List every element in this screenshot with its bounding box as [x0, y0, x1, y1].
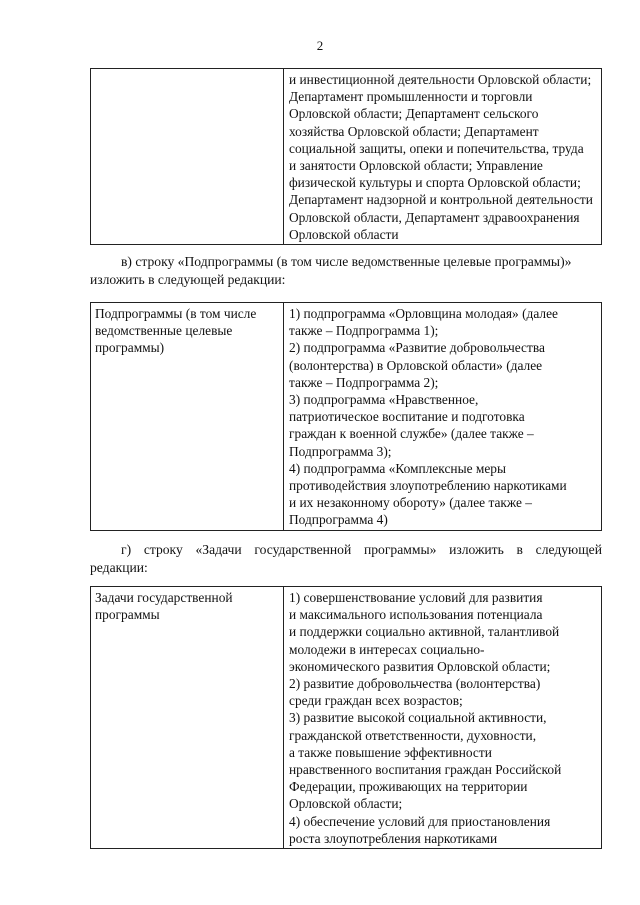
- cell-line: противодействия злоупотреблению наркотиками: [289, 478, 567, 494]
- cell-line: молодежи в интересах социально-: [289, 641, 485, 657]
- table-tasks: [90, 586, 602, 849]
- cell-line: также – Подпрограмма 1);: [289, 323, 439, 339]
- paragraph-v: [90, 253, 602, 288]
- page-number: 2: [316, 38, 324, 53]
- table-cell-label: [91, 587, 284, 849]
- cell-line: Департамент надзорной и контрольной деятельности: [289, 192, 593, 208]
- table-subprograms: [90, 302, 602, 531]
- cell-line: Федерации, проживающих на территории: [289, 779, 528, 795]
- cell-lines: [289, 589, 597, 847]
- cell-line: Орловской области;: [289, 796, 403, 812]
- cell-line: Орловской области: [289, 226, 399, 242]
- cell-line: социальной защиты, опеки и попечительства, труда: [289, 140, 584, 156]
- cell-line: Задачи государственной: [95, 590, 233, 605]
- cell-line: Орловской области; Департамент сельского: [289, 106, 539, 122]
- cell-line: Подпрограммы (в том числе: [95, 306, 257, 321]
- cell-line: 4) обеспечение условий для приостановления: [289, 813, 551, 829]
- cell-line: гражданской ответственности, духовности,: [289, 727, 537, 743]
- paragraph-line: изложить в следующей редакции:: [90, 271, 286, 287]
- cell-line: роста злоупотребления наркотиками: [289, 830, 498, 846]
- cell-line: 2) развитие добровольчества (волонтерства): [289, 676, 541, 692]
- cell-lines: [289, 71, 597, 243]
- paragraph-line: редакции:: [90, 559, 148, 575]
- cell-line: 3) развитие высокой социальной активности,: [289, 710, 547, 726]
- cell-line: ведомственные целевые: [95, 323, 233, 339]
- cell-line: 4) подпрограмма «Комплексные меры: [289, 460, 506, 476]
- cell-line: а также повышение эффективности: [289, 744, 492, 760]
- cell-line: Подпрограмма 3);: [289, 443, 392, 459]
- cell-line: и занятости Орловской области; Управление: [289, 158, 543, 174]
- table-row: [91, 303, 602, 531]
- cell-line: экономического развития Орловской области;: [289, 658, 551, 674]
- cell-line: программы): [95, 340, 165, 356]
- cell-line: 2) подпрограмма «Развитие добровольчества: [289, 340, 545, 356]
- cell-line: (волонтерства) в Орловской области» (далее: [289, 357, 543, 373]
- cell-line: хозяйства Орловской области; Департамент: [289, 123, 539, 139]
- table-row: [91, 69, 602, 245]
- cell-line: 1) совершенствование условий для развития: [289, 590, 543, 605]
- cell-lines: [289, 305, 597, 529]
- table-cell-value: [284, 303, 602, 531]
- cell-line: также – Подпрограмма 2);: [289, 374, 439, 390]
- cell-line: Орловской области, Департамент здравоохранения: [289, 209, 580, 225]
- table-cell-value: [284, 587, 602, 849]
- table-cell-label: [91, 69, 284, 245]
- cell-lines: [95, 305, 279, 357]
- cell-line: нравственного воспитания граждан Российской: [289, 762, 562, 778]
- paragraph-line: г) строку «Задачи государственной программы» изложить в следующей: [121, 542, 602, 557]
- cell-line: и максимального использования потенциала: [289, 607, 543, 623]
- cell-line: патриотическое воспитание и подготовка: [289, 409, 525, 425]
- cell-line: физической культуры и спорта Орловской области;: [289, 175, 581, 191]
- cell-line: программы: [95, 607, 160, 623]
- table-continuation: [90, 68, 602, 245]
- cell-line: граждан к военной службе» (далее также –: [289, 426, 534, 442]
- cell-line: и их незаконному обороту» (далее также –: [289, 495, 532, 511]
- cell-line: Департамент промышленности и торговли: [289, 89, 533, 105]
- cell-line: и инвестиционной деятельности Орловской области;: [289, 72, 592, 87]
- cell-line: 1) подпрограмма «Орловщина молодая» (далее: [289, 306, 558, 321]
- paragraph-line: в) строку «Подпрограммы (в том числе ведомственные целевые программы)»: [121, 254, 572, 269]
- table-cell-value: [284, 69, 602, 245]
- cell-line: Подпрограмма 4): [289, 512, 388, 528]
- table-row: [91, 587, 602, 849]
- cell-line: среди граждан всех возрастов;: [289, 693, 463, 709]
- table-cell-label: [91, 303, 284, 531]
- cell-line: и поддержки социально активной, талантливой: [289, 624, 560, 640]
- paragraph-g: [90, 541, 602, 576]
- cell-line: 3) подпрограмма «Нравственное,: [289, 392, 479, 408]
- cell-lines: [95, 589, 279, 623]
